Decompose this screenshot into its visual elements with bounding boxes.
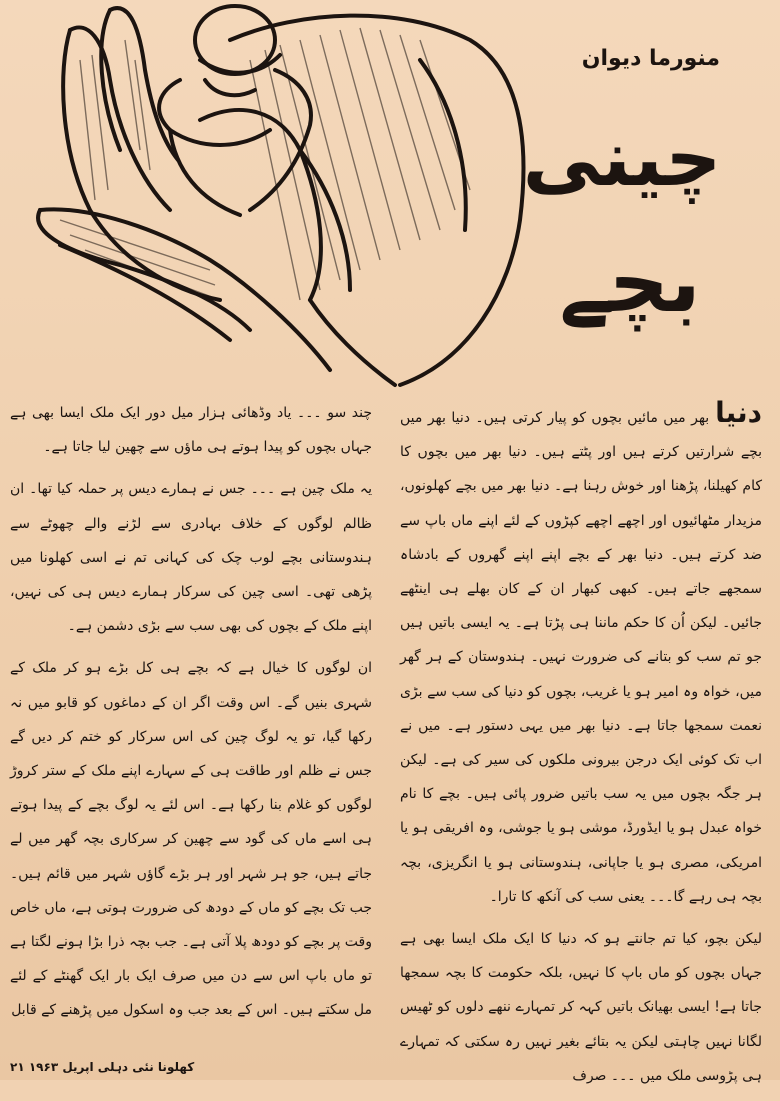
paragraph: چند سو ۔۔۔ یاد وڈھائی ہزار میل دور ایک ملک ایسا بھی ہے جہاں بچوں کو پیدا ہوتے ہی ماؤں سے چھین لیا جاتا ہے۔	[10, 405, 372, 456]
article-column-right	[400, 396, 762, 1101]
author-name: منورما دیوان	[581, 46, 720, 71]
hand-holding-baby-illustration	[0, 0, 540, 395]
paragraph: لیکن بچو، کیا تم جانتے ہو کہ دنیا کا ایک ملک ایسا بھی ہے جہاں بچوں کو ماں باپ کا نہیں، بلکہ حکومت کا بچہ سمجھا جاتا ہے! ایسی بھیانک باتیں کہہ کر تمہارے ننھے دلوں کو ٹھیس لگانا نہیں چاہتی لیکن یہ بتائے بغیر نہیں رہ سکتی کہ تمہارے ہی پڑوسی ملک میں ۔۔۔ صرف	[400, 931, 762, 1084]
paragraph: یہ ملک چین ہے ۔۔۔ جس نے ہمارے دیس پر حملہ کیا تھا۔ ان ظالم لوگوں کے خلاف بہادری سے لڑنے والے چھوٹے سے ہندوستانی بچے لوب چک کی کہانی تم نے اسی کھلونا میں پڑھی تھی۔ اسی چین کی سرکار ہمارے دیس ہی کی نہیں، اپنے ملک کے بچوں کی بھی سب سے بڑی دشمن ہے۔	[10, 481, 372, 635]
title-line-1: چینی	[522, 114, 722, 204]
title-line-2: بچے	[559, 233, 701, 331]
paragraph: ان لوگوں کا خیال ہے کہ بچے ہی کل بڑے ہو کر ملک کے شہری بنیں گے۔ اس وقت اگر ان کے دماغوں کو قابو میں نہ رکھا گیا، تو یہ لوگ چین کی اس سرکار کو ختم کر دیں گے جس نے ظلم اور طاقت ہی کے سہارے اپنے ملک کے ستر کروڑ لوگوں کو غلام بنا رکھا ہے۔ اس لئے یہ لوگ بچے کے پیدا ہوتے ہی اسے ماں کی گود سے چھین کر سرکاری بچہ گھر میں لے جاتے ہیں، جو ہر شہر اور ہر بڑے گاؤں شہر میں قائم ہیں۔ جب تک بچے کو ماں کے دودھ کی ضرورت ہوتی ہے، ماں خاص وقت پر بچے کو دودھ پلا آتی ہے۔ جب بچہ ذرا بڑا ہونے لگتا ہے تو ماں باپ اس سے دن میں صرف ایک بار ایک گھنٹے کے لئے مل سکتے ہیں۔ اس کے بعد جب وہ اسکول میں پڑھنے کے قابل	[10, 660, 372, 1019]
page-footer: کھلونا نئی دہلی اپریل ۱۹۶۳ ۲۱	[10, 1060, 195, 1074]
article-column-left	[10, 396, 372, 1036]
lead-word: دنیا	[715, 396, 762, 429]
paragraph-text: بھر میں مائیں بچوں کو پیار کرتی ہیں۔ دنیا بھر میں بچے شرارتیں کرتے ہیں اور پٹتے ہیں۔ دنیا بھر میں بچوں کا کام کھیلنا، پڑھنا اور خوش رہنا ہے۔ دنیا بھر میں بچے کھلونوں، مزیدار مٹھائیوں اور اچھے اچھے کپڑوں کے لئے اپنے ماں باپ سے ضد کرتے ہیں۔ دنیا بھر کے بچے اپنے اپنے گھروں کے بادشاہ سمجھے جاتے ہیں۔ کبھی کبھار ان کے کان بھلے ہی اینٹھے جائیں۔ لیکن اُن کا حکم ماننا ہی پڑتا ہے۔ یہ ایسی باتیں ہیں جو تم سب کو بتانے کی ضرورت نہیں۔ ہندوستان کے ہر گھر میں، خواہ وہ امیر ہو یا غریب، بچوں کو دنیا کی سب سے بڑی نعمت سمجھا جاتا ہے۔ دنیا بھر میں یہی دستور ہے۔ میں نے اب تک کوئی ایک درجن بیرونی ملکوں کی سیر کی ہے۔ لیکن ہر جگہ بچوں میں یہ سب باتیں ضرور پائی ہیں۔ بچے کا نام خواہ عبدل ہو یا ایڈورڈ، موشی ہو یا جوشی، وہ افریقی ہو یا امریکی، مصری ہو یا جاپانی، ہندوستانی ہو یا انگریزی، بچہ بچہ ہی رہے گا۔۔۔ یعنی سب کی آنکھ کا تارا۔	[400, 410, 762, 905]
paragraph	[400, 396, 762, 914]
